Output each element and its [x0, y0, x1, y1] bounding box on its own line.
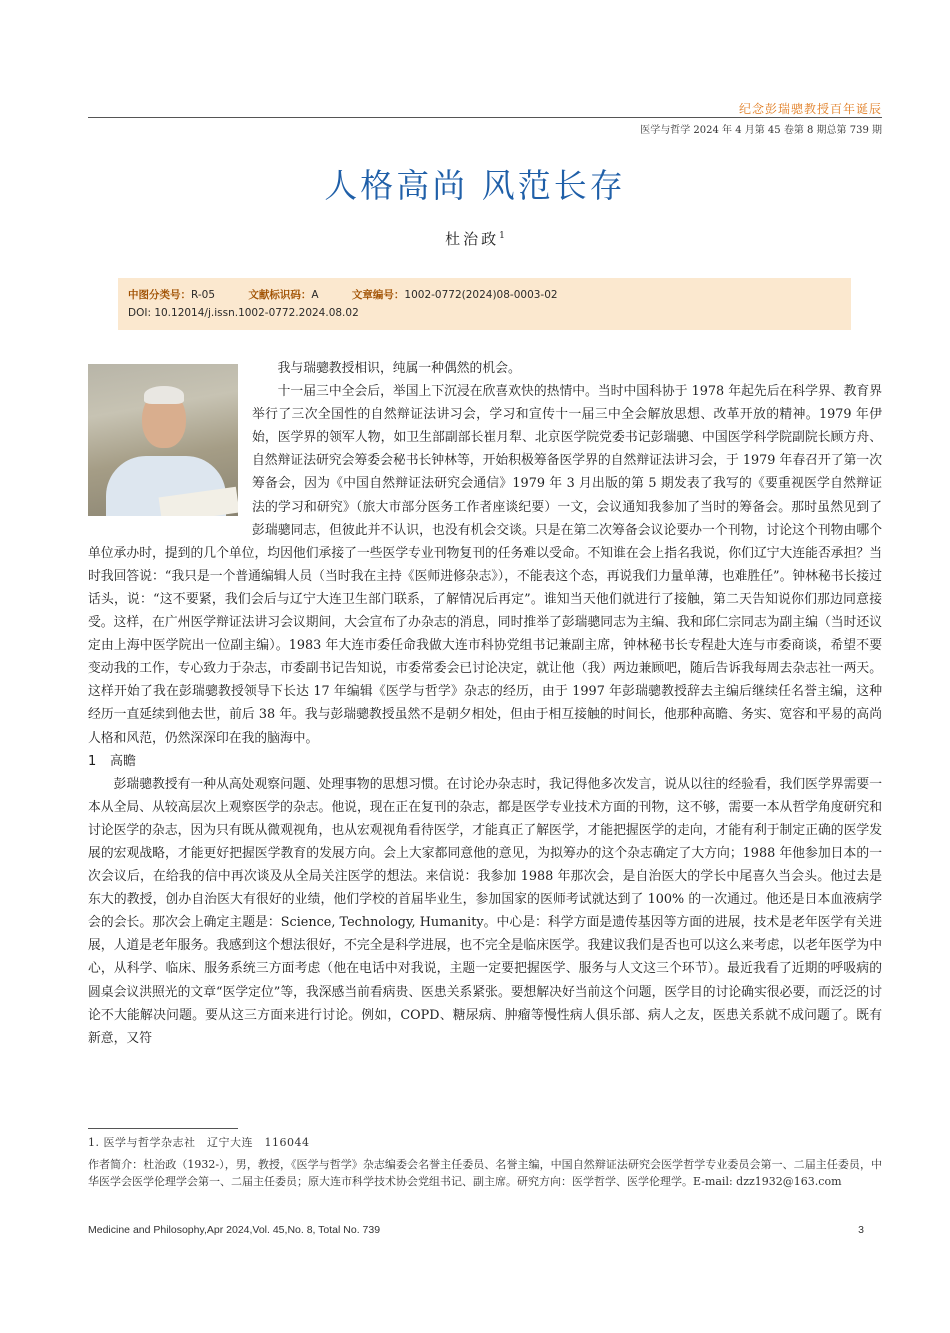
- footnote-affiliation: 1. 医学与哲学杂志社 辽宁大连 116044: [88, 1136, 310, 1149]
- section-heading: [88, 750, 882, 773]
- article-body: [88, 357, 882, 1050]
- author-name: 杜治政: [445, 230, 500, 248]
- section-number: 1: [88, 753, 97, 769]
- doc-code-value: A: [311, 289, 319, 301]
- author-line: [0, 228, 950, 249]
- header-rule: [88, 117, 882, 118]
- footer-journal: Medicine and Philosophy,Apr 2024,Vol. 45,No. 8, Total No. 739: [88, 1224, 381, 1236]
- page-number: 3: [858, 1224, 864, 1236]
- article-id-label: 文章编号：: [351, 289, 405, 301]
- footnote-author-bio: 作者简介：杜治政（1932-），男，教授，《医学与哲学》杂志编委会名誉主任委员、名誉主编，中国自然辩证法研究会医学哲学专业委员会第一、二届主任委员，中华医学会医学伦理学会第一、二届主任委员；原大连市科学技术协会党组书记、副主席。研究方向：医学哲学、医学伦理学。E-mail: dzz1932@163.com: [88, 1158, 882, 1188]
- author-affiliation-mark: 1: [499, 231, 505, 241]
- body-paragraph: 彭瑞骢教授有一种从高处观察问题、处理事物的思想习惯。在讨论办杂志时，我记得他多次发言，说从以往的经验看，我们医学界需要一本从全局、从较高层次上观察医学的杂志。他说，现在正在复刊的杂志，都是医学专业技术方面的刊物，这不够，需要一本从哲学角度研究和讨论医学的杂志，因为只有既从微观视角，也从宏观视角看待医学，才能真正了解医学，才能把握医学的走向，才能有利于制定正确的医学发展的宏观战略，才能更好把握医学教育的发展方向。会上大家都同意他的意见，为拟筹办的这个杂志确定了大方向；1988 年他参加日本的一次会议后，在给我的信中再次谈及从全局关注医学的想法。来信说：我参加 1988 年那次会，是自治医大的学长中尾喜久当会头。他过去是东大的教授，创办自治医大有很好的业绩，他们学校的首届毕业生，参加国家的医师考试就达到了 100% 的一次通过。他还是日本血液病学会的会长。那次会上确定主题是：Science, Technology, Humanity。中心是：科学方面是遗传基因等方面的进展，技术是老年医学有关进展，人道是老年服务。我感到这个想法很好，不完全是科学进展，也不完全是临床医学。我建议我们是否也可以这么来考虑，以老年医学为中心，从科学、临床、服务系统三方面考虑（他在电话中对我说，主题一定要把握医学、服务与人文这三个环节）。最近我看了近期的呼吸病的圆桌会议洪照光的文章“医学定位”等，我深感当前看病贵、医患关系紧张。要想解决好当前这个问题，医学目的讨论确实很必要，而泛泛的讨论不大能解决问题。要从这三方面来进行讨论。例如，COPD、糖尿病、肿瘤等慢性病人俱乐部、病人之友，医患关系就不成问题了。既有新意，又符: [88, 776, 882, 1046]
- article-title: 人格高尚 风范长存: [324, 166, 626, 205]
- section-title: 高瞻: [110, 753, 137, 769]
- metadata-box: [118, 278, 851, 330]
- header-issue: 医学与哲学 2024 年 4 月第 45 卷第 8 期总第 739 期: [640, 125, 882, 136]
- header-topic: 纪念彭瑞骢教授百年诞辰: [738, 102, 882, 116]
- clc-label: 中图分类号：: [128, 289, 191, 301]
- doi: DOI: 10.12014/j.issn.1002-0772.2024.08.02: [128, 307, 359, 319]
- clc-value: R-05: [191, 289, 216, 301]
- footnote-rule: [88, 1128, 238, 1129]
- article-id-value: 1002-0772(2024)08-0003-02: [404, 289, 558, 301]
- body-paragraph: 十一届三中全会后，举国上下沉浸在欣喜欢快的热情中。当时中国科协于 1978 年起先后在科学界、教育界举行了三次全国性的自然辩证法讲习会，学习和宣传十一届三中全会解放思想、改革开放的精神。1979 年伊始，医学界的领军人物，如卫生部副部长崔月犁、北京医学院党委书记彭瑞骢、中国医学科学院副院长顾方舟、自然辩证法研究会筹委会秘书长钟林等，开始积极筹备医学界的自然辩证法讲习会，于 1979 年春召开了第一次筹备会，因为《中国自然辩证法研究会通信》1979 年 3 月出版的第 5 期发表了我写的《要重视医学自然辩证法的学习和研究》（旅大市部分医务工作者座谈纪要）一文，会议通知我参加了当时的筹备会。那时虽然见到了彭瑞骢同志，但彼此并不认识，也没有机会交谈。只是在第二次筹备会议论要办一个刊物，讨论这个刊物由哪个单位承办时，提到的几个单位，均因他们承接了一些医学专业刊物复刊的任务难以受命。不知谁在会上指名我说，你们辽宁大连能否承担？当时我回答说：“我只是一个普通编辑人员（当时我在主持《医师进修杂志》），不能表这个态，再说我们力量单薄，也难胜任”。钟林秘书长接过话头，说：“这不要紧，我们会后与辽宁大连卫生部门联系，了解情况后再定”。谁知当天他们就进行了接触，第二天告知说你们那边同意接受。这样，在广州医学辩证法讲习会议期间，大会宣布了办杂志的消息，同时推举了彭瑞骢同志为主编、我和邱仁宗同志为副主编（当时还议定由上海中医学院出一位副主编）。1983 年大连市委任命我做大连市科协党组书记兼副主席，钟林秘书长专程赴大连与市委商谈，希望不要变动我的工作，专心致力于杂志，市委副书记告知说，市委常委会已讨论决定，就让他（我）两边兼顾吧，随后告诉我每周去杂志社一两天。这样开始了我在彭瑞骢教授领导下长达 17 年编辑《医学与哲学》杂志的经历，由于 1997 年彭瑞骢教授辞去主编后继续任名誉主编，这种经历一直延续到他去世，前后 38 年。我与彭瑞骢教授虽然不是朝夕相处，但由于相互接触的时间长，他那种高瞻、务实、宽容和平易的高尚人格和风范，仍然深深印在我的脑海中。: [88, 384, 882, 746]
- body-paragraph: 我与瑞骢教授相识，纯属一种偶然的机会。: [277, 361, 521, 376]
- metadata-row: [128, 286, 841, 304]
- doc-code-label: 文献标识码：: [248, 289, 312, 301]
